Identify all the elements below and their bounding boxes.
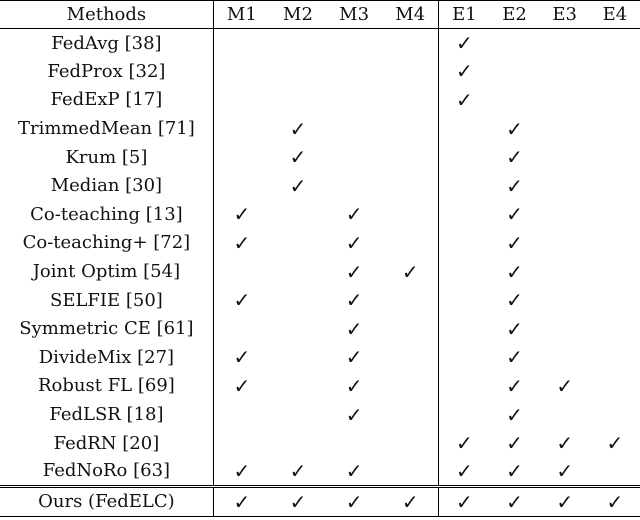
empty-cell [590, 343, 640, 372]
empty-cell [326, 171, 382, 200]
check-mark-cell: ✓ [506, 458, 523, 483]
check-mark-cell: ✓ [506, 116, 523, 141]
empty-cell [439, 143, 490, 172]
empty-cell [540, 286, 590, 315]
empty-cell [382, 143, 439, 172]
empty-cell [590, 372, 640, 401]
empty-cell [213, 29, 270, 58]
empty-cell [326, 114, 382, 143]
check-mark-cell: ✓ [289, 489, 307, 514]
empty-cell [213, 114, 270, 143]
empty-cell [540, 257, 590, 286]
table-row [0, 143, 640, 172]
check-mark-cell: ✓ [289, 145, 307, 170]
table-body [0, 29, 640, 517]
empty-cell [439, 171, 490, 200]
empty-cell [213, 429, 270, 458]
method-name-cell: FedAvg [38] [0, 29, 213, 58]
method-name-cell: Median [30] [0, 171, 213, 200]
check-mark-cell: ✓ [345, 373, 363, 398]
check-mark-cell: ✓ [506, 288, 523, 313]
method-name-cell: Krum [5] [0, 143, 213, 172]
empty-cell [540, 114, 590, 143]
check-mark-cell: ✓ [506, 316, 523, 341]
empty-cell [590, 29, 640, 58]
empty-cell [382, 200, 439, 229]
empty-cell [270, 400, 326, 429]
empty-cell [540, 143, 590, 172]
table-row [0, 429, 640, 458]
method-name-cell: FedProx [32] [0, 57, 213, 86]
method-name-cell: FedNoRo [63] [0, 457, 213, 486]
empty-cell [270, 372, 326, 401]
empty-cell [213, 143, 270, 172]
empty-cell [590, 457, 640, 486]
empty-cell [382, 114, 439, 143]
empty-cell [439, 343, 490, 372]
empty-cell [540, 171, 590, 200]
empty-cell [382, 314, 439, 343]
method-name-cell: FedLSR [18] [0, 400, 213, 429]
check-mark-cell: ✓ [556, 373, 574, 398]
empty-cell [270, 343, 326, 372]
empty-cell [590, 286, 640, 315]
check-mark-cell: ✓ [506, 431, 523, 456]
method-name-cell: DivideMix [27] [0, 343, 213, 372]
empty-cell [590, 200, 640, 229]
empty-cell [382, 171, 439, 200]
empty-cell [270, 29, 326, 58]
method-name-cell: Ours (FedELC) [0, 486, 213, 516]
check-mark-cell: ✓ [345, 345, 363, 370]
table-row [0, 257, 640, 286]
method-name-cell: FedRN [20] [0, 429, 213, 458]
empty-cell [382, 457, 439, 486]
check-mark-cell: ✓ [506, 145, 523, 170]
table-row [0, 486, 640, 516]
check-mark-cell: ✓ [233, 345, 251, 370]
table-row [0, 171, 640, 200]
empty-cell [213, 314, 270, 343]
table-row [0, 400, 640, 429]
empty-cell [590, 57, 640, 86]
check-mark-cell: ✓ [456, 59, 473, 84]
empty-cell [382, 343, 439, 372]
check-mark-cell: ✓ [345, 402, 363, 427]
empty-cell [540, 314, 590, 343]
table-header-row [0, 1, 640, 29]
check-mark-cell: ✓ [345, 489, 363, 514]
check-mark-cell: ✓ [382, 486, 439, 516]
check-mark-cell: ✓ [289, 116, 307, 141]
empty-cell [326, 143, 382, 172]
check-mark-cell: ✓ [233, 288, 251, 313]
header-m3: M3 [339, 4, 370, 25]
empty-cell [439, 372, 490, 401]
check-mark-cell: ✓ [506, 345, 523, 370]
check-mark-cell: ✓ [456, 489, 473, 514]
empty-cell [270, 200, 326, 229]
empty-cell [326, 57, 382, 86]
empty-cell [540, 200, 590, 229]
table-row [0, 457, 640, 486]
check-mark-cell: ✓ [289, 458, 307, 483]
empty-cell [590, 229, 640, 258]
empty-cell [540, 57, 590, 86]
empty-cell [326, 429, 382, 458]
check-mark-cell: ✓ [506, 489, 523, 514]
check-mark-cell: ✓ [456, 31, 473, 56]
empty-cell [270, 286, 326, 315]
header-m2: M2 [283, 4, 313, 25]
empty-cell [382, 29, 439, 58]
empty-cell [590, 400, 640, 429]
empty-cell [382, 400, 439, 429]
table-row [0, 314, 640, 343]
table-row [0, 372, 640, 401]
empty-cell [489, 29, 539, 58]
check-mark-cell: ✓ [345, 259, 363, 284]
empty-cell [439, 257, 490, 286]
check-mark-cell: ✓ [556, 431, 574, 456]
empty-cell [270, 57, 326, 86]
empty-cell [439, 229, 490, 258]
empty-cell [439, 114, 490, 143]
empty-cell [590, 114, 640, 143]
check-mark-cell: ✓ [345, 202, 363, 227]
check-mark-cell: ✓ [382, 257, 439, 286]
check-mark-cell: ✓ [556, 489, 574, 514]
empty-cell [540, 29, 590, 58]
check-mark-cell: ✓ [506, 259, 523, 284]
check-mark-cell: ✓ [506, 373, 523, 398]
header-e1: E1 [452, 4, 477, 25]
empty-cell [590, 314, 640, 343]
empty-cell [382, 429, 439, 458]
empty-cell [489, 57, 539, 86]
empty-cell [590, 86, 640, 115]
header-m1: M1 [226, 4, 257, 25]
method-name-cell: SELFIE [50] [0, 286, 213, 315]
check-mark-cell: ✓ [506, 230, 523, 255]
empty-cell [213, 400, 270, 429]
header-e3: E3 [552, 4, 577, 25]
check-mark-cell: ✓ [233, 489, 251, 514]
empty-cell [590, 257, 640, 286]
method-name-cell: Robust FL [69] [0, 372, 213, 401]
table-row [0, 229, 640, 258]
table-row [0, 200, 640, 229]
check-mark-cell: ✓ [506, 173, 523, 198]
method-name-cell: Symmetric CE [61] [0, 314, 213, 343]
empty-cell [382, 229, 439, 258]
check-mark-cell: ✓ [345, 316, 363, 341]
table-row [0, 29, 640, 58]
table-row [0, 343, 640, 372]
method-name-cell: TrimmedMean [71] [0, 114, 213, 143]
empty-cell [213, 171, 270, 200]
check-mark-cell: ✓ [456, 431, 473, 456]
check-mark-cell: ✓ [345, 288, 363, 313]
check-mark-cell: ✓ [506, 402, 523, 427]
empty-cell [270, 229, 326, 258]
empty-cell [439, 200, 490, 229]
empty-cell [590, 143, 640, 172]
empty-cell [540, 86, 590, 115]
check-mark-cell: ✓ [506, 202, 523, 227]
empty-cell [382, 286, 439, 315]
check-mark-cell: ✓ [233, 230, 251, 255]
method-name-cell: Co-teaching+ [72] [0, 229, 213, 258]
check-mark-cell: ✓ [606, 489, 624, 514]
empty-cell [439, 400, 490, 429]
check-mark-cell: ✓ [233, 458, 251, 483]
check-mark-cell: ✓ [233, 373, 251, 398]
method-name-cell: Co-teaching [13] [0, 200, 213, 229]
empty-cell [382, 372, 439, 401]
check-mark-cell: ✓ [606, 431, 624, 456]
check-mark-cell: ✓ [345, 230, 363, 255]
check-mark-cell: ✓ [456, 87, 473, 112]
header-m4: M4 [382, 1, 439, 29]
empty-cell [382, 57, 439, 86]
check-mark-cell: ✓ [345, 458, 363, 483]
header-methods: Methods [0, 1, 213, 29]
empty-cell [213, 257, 270, 286]
empty-cell [382, 86, 439, 115]
check-mark-cell: ✓ [289, 173, 307, 198]
empty-cell [489, 86, 539, 115]
empty-cell [326, 86, 382, 115]
empty-cell [270, 429, 326, 458]
empty-cell [326, 29, 382, 58]
empty-cell [270, 86, 326, 115]
empty-cell [590, 171, 640, 200]
table-row [0, 86, 640, 115]
table-row [0, 286, 640, 315]
empty-cell [213, 86, 270, 115]
method-name-cell: Joint Optim [54] [0, 257, 213, 286]
header-e4: E4 [602, 4, 628, 25]
empty-cell [270, 257, 326, 286]
method-name-cell: FedExP [17] [0, 86, 213, 115]
empty-cell [213, 57, 270, 86]
table-row [0, 114, 640, 143]
check-mark-cell: ✓ [456, 458, 473, 483]
empty-cell [270, 314, 326, 343]
table-row [0, 57, 640, 86]
header-e2: E2 [502, 4, 527, 25]
empty-cell [540, 400, 590, 429]
empty-cell [540, 229, 590, 258]
empty-cell [540, 343, 590, 372]
empty-cell [439, 314, 490, 343]
check-mark-cell: ✓ [233, 202, 251, 227]
empty-cell [439, 286, 490, 315]
check-mark-cell: ✓ [556, 458, 574, 483]
